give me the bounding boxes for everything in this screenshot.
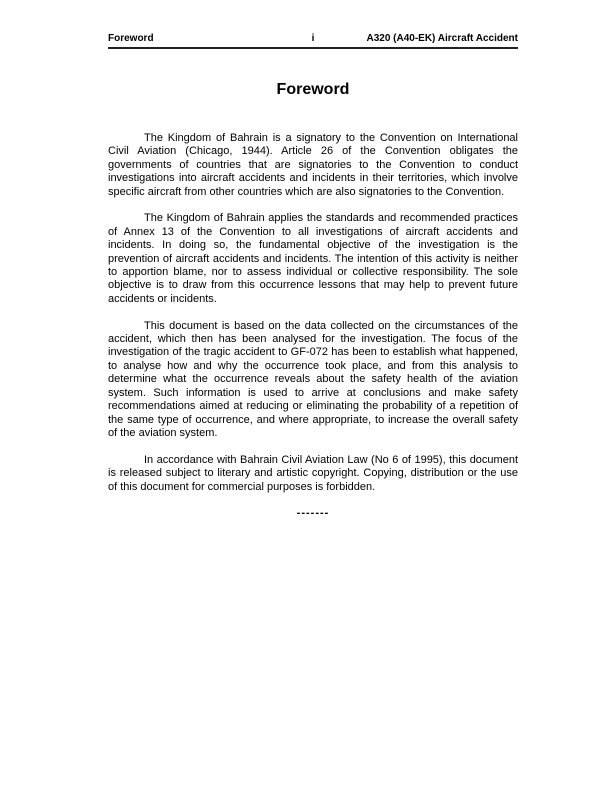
page-header <box>108 33 518 49</box>
paragraph-3: This document is based on the data collected on the circumstances of the accident, which then has been analysed for the investigation. The focus of the investigation of the tragic accident to GF-072 has been to establish what happened, to analyse how and why the occurrence took place, and from this analysis to determine what the occurrence reveals about the safety health of the aviation system. Such information is used to arrive at conclusions and make safety recommendations aimed at reducing or eliminating the probability of a repetition of the same type of occurrence, and where appropriate, to increase the overall safety of the aviation system. <box>108 319 518 439</box>
page-title: Foreword <box>276 81 350 98</box>
end-separator: ------- <box>296 507 330 520</box>
paragraph-1: The Kingdom of Bahrain is a signatory to the Convention on International Civil Aviation (Chicago, 1944). Article 26 of the Convention obligates the governments of countries that are signatories to the Convention to conduct investigations into aircraft accidents and incidents in their territories, which involve specific aircraft from other countries which are also signatories to the Convention. <box>108 132 518 198</box>
header-page-number: i <box>311 33 315 44</box>
paragraph-4: In accordance with Bahrain Civil Aviation Law (No 6 of 1995), this document is released subject to literary and artistic copyright. Copying, distribution or the use of this document for commercial purposes is forbidden. <box>108 453 518 493</box>
header-section-label: Foreword <box>108 33 154 44</box>
header-document-title: A320 (A40-EK) Aircraft Accident <box>366 33 518 44</box>
paragraph-2: The Kingdom of Bahrain applies the standards and recommended practices of Annex 13 of the Convention to all investigations of aircraft accidents and incidents. In doing so, the fundamental objective of the investigation is the prevention of aircraft accidents and incidents. The intention of this activity is neither to apportion blame, nor to assess individual or collective responsibility. The sole objective is to draw from this occurrence lessons that may help to prevent future accidents or incidents. <box>108 212 518 305</box>
document-body <box>108 132 518 494</box>
